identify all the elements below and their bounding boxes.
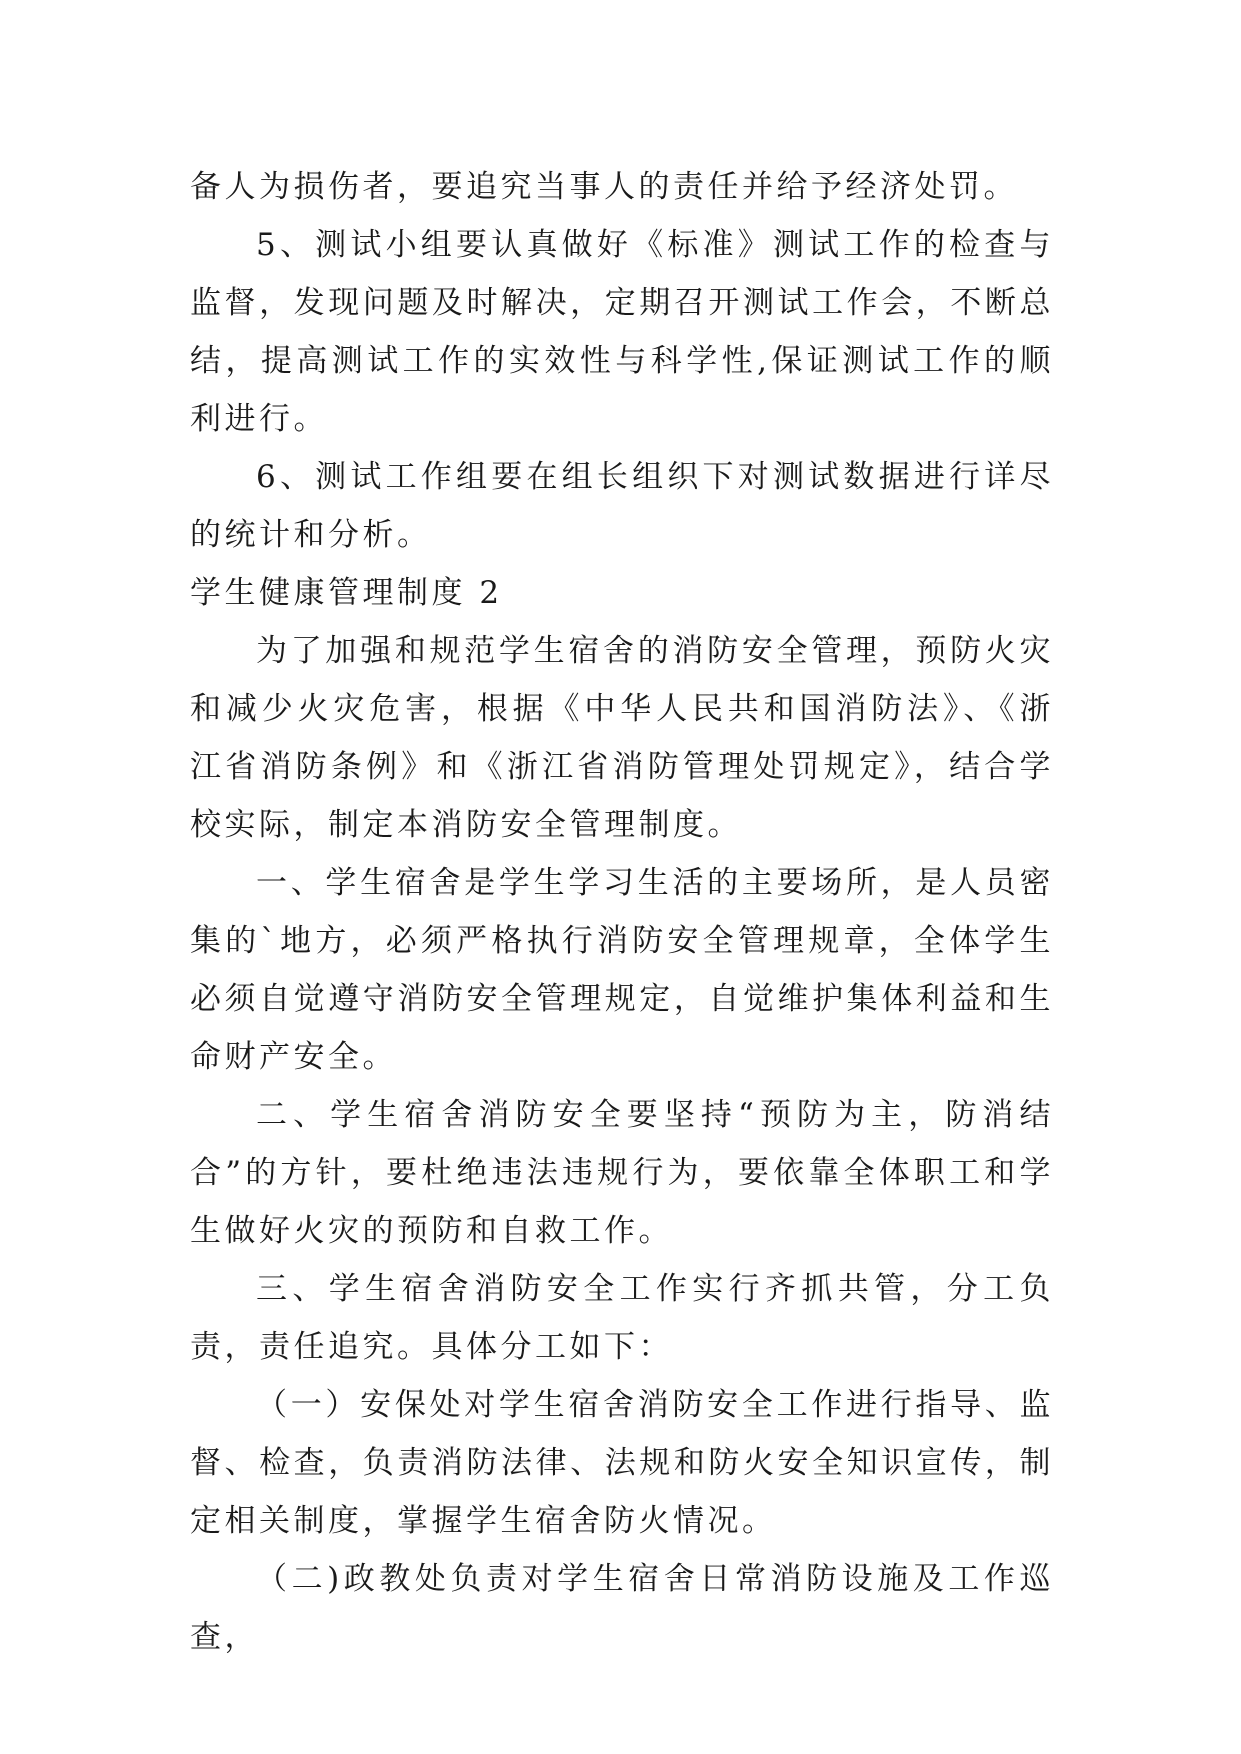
paragraph-item-6: 6、测试工作组要在组长组织下对测试数据进行详尽的统计和分析。 [190,459,1054,553]
paragraph-subrule-1: （一）安保处对学生宿舍消防安全工作进行指导、监督、检查，负责消防法律、法规和防火安全知识宣传，制定相关制度，掌握学生宿舍防火情况。 [190,1387,1054,1539]
document-body [190,158,1054,1666]
paragraph-intro: 为了加强和规范学生宿舍的消防安全管理，预防火灾和减少火灾危害，根据《中华人民共和国消防法》、《浙江省消防条例》和《浙江省消防管理处罚规定》，结合学校实际，制定本消防安全管理制度。 [190,633,1054,843]
paragraph-continuation: 备人为损伤者，要追究当事人的责任并给予经济处罚。 [190,169,1018,205]
paragraph-rule-2: 二、学生宿舍消防安全要坚持“预防为主，防消结合”的方针，要杜绝违法违规行为，要依靠全体职工和学生做好火灾的预防和自救工作。 [190,1097,1054,1249]
paragraph-subrule-2: （二)政教处负责对学生宿舍日常消防设施及工作巡查， [190,1561,1054,1655]
paragraph-item-5: 5、测试小组要认真做好《标准》测试工作的检查与监督，发现问题及时解决，定期召开测试工作会，不断总结，提高测试工作的实效性与科学性,保证测试工作的顺利进行。 [190,227,1054,437]
paragraph-rule-1: 一、学生宿舍是学生学习生活的主要场所，是人员密集的`地方，必须严格执行消防安全管理规章，全体学生必须自觉遵守消防安全管理规定，自觉维护集体利益和生命财产安全。 [190,865,1054,1075]
section-heading: 学生健康管理制度 2 [190,575,503,611]
paragraph-rule-3: 三、学生宿舍消防安全工作实行齐抓共管，分工负责，责任追究。具体分工如下： [190,1271,1054,1365]
